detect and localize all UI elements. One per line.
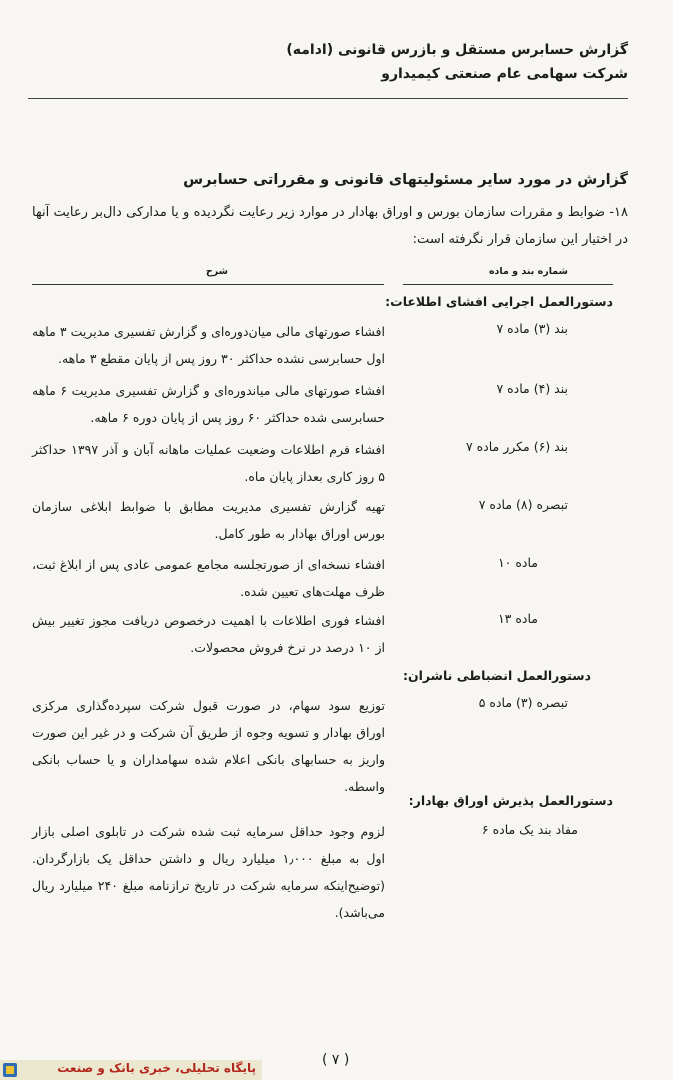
row-reference: مفاد بند یک ماده ۶ <box>481 822 578 837</box>
site-logo-icon <box>3 1063 17 1077</box>
row-reference: بند (۴) ماده ۷ <box>496 381 568 396</box>
row-reference: تبصره (۳) ماده ۵ <box>478 695 568 710</box>
row-description: تهیه گزارش تفسیری مدیریت مطابق با ضوابط ابلاغی سازمان بورس اوراق بهادار به طور کامل. <box>32 499 385 541</box>
watermark-text: پایگاه تحلیلی، خبری بانک و صنعت <box>57 1061 256 1075</box>
report-header <box>286 38 628 86</box>
row-reference: بند (۳) ماده ۷ <box>496 321 568 336</box>
group-heading-discipline: دستورالعمل انضباطی ناشران: <box>402 668 591 683</box>
row-reference: تبصره (۸) ماده ۷ <box>478 497 568 512</box>
item-18-paragraph: ۱۸- ضوابط و مقررات سازمان بورس و اوراق بهادار در موارد زیر رعایت نگردیده و یا مدارکی دال‌بر رعایت آنها در اختیار این سازمان قرار نگرفته است: <box>32 205 628 247</box>
header-title: گزارش حسابرس مستقل و بازرس قانونی (ادامه) <box>286 42 628 58</box>
site-watermark <box>0 1060 262 1080</box>
row-description: افشاء فرم اطلاعات وضعیت عملیات ماهانه آبان و آذر ۱۳۹۷ حداکثر ۵ روز کاری بعداز پایان ماه. <box>32 442 385 484</box>
column-header-description: شرح <box>205 266 228 277</box>
row-description: لزوم وجود حداقل سرمایه ثبت شده شرکت در تابلوی اصلی بازار اول به مبلغ ۱٫۰۰۰ میلیارد ریال و داشتن حداقل یک بازارگردان. (توضیح‌اینکه سرمایه شرکت در تاریخ ترازنامه مبلغ ۲۴۰ میلیارد ریال می‌باشد). <box>32 824 386 920</box>
column-rule-description <box>32 284 384 285</box>
row-description: افشاء صورتهای مالی میان‌دوره‌ای و گزارش تفسیری مدیریت ۳ ماهه اول حسابرسی نشده حداکثر ۳۰ روز پس از پایان مقطع ۳ ماهه. <box>32 324 385 366</box>
row-reference: بند (۶) مکرر ماده ۷ <box>465 439 568 454</box>
header-company: شرکت سهامی عام صنعتی کیمیدارو <box>381 66 628 82</box>
page-number: ( ۷ ) <box>322 1052 350 1068</box>
header-divider <box>28 98 628 99</box>
row-description: افشاء فوری اطلاعات با اهمیت درخصوص دریافت مجوز تغییر بیش از ۱۰ درصد در نرخ فروش محصولات. <box>32 613 385 655</box>
row-reference: ماده ۱۰ <box>497 555 538 570</box>
group-heading-disclosure: دستورالعمل اجرایی افشای اطلاعات: <box>385 294 613 309</box>
row-reference: ماده ۱۳ <box>497 611 538 626</box>
column-rule-reference <box>403 284 613 285</box>
group-heading-listing: دستورالعمل پذیرش اوراق بهادار: <box>408 793 613 808</box>
row-description: توزیع سود سهام، در صورت قبول شرکت سپرده‌گذاری مرکزی اوراق بهادار و تسویه وجوه از طریق آن شرکت و در غیر این صورت واریز به حسابهای بانکی اعلام شده سهامداران و یا حساب بانکی واسطه. <box>32 698 385 794</box>
row-description: افشاء صورتهای مالی میاندوره‌ای و گزارش تفسیری مدیریت ۶ ماهه حسابرسی شده حداکثر ۶۰ روز پس از پایان دوره ۶ ماهه. <box>32 383 385 425</box>
row-description: افشاء نسخه‌ای از صورتجلسه مجامع عمومی عادی پس از ابلاغ ثبت، ظرف مهلت‌های تعیین شده. <box>32 557 385 599</box>
section-title: گزارش در مورد سایر مسئولیتهای قانونی و مقرراتی حسابرس <box>183 172 628 188</box>
column-header-reference: شماره بند و ماده <box>488 266 568 277</box>
